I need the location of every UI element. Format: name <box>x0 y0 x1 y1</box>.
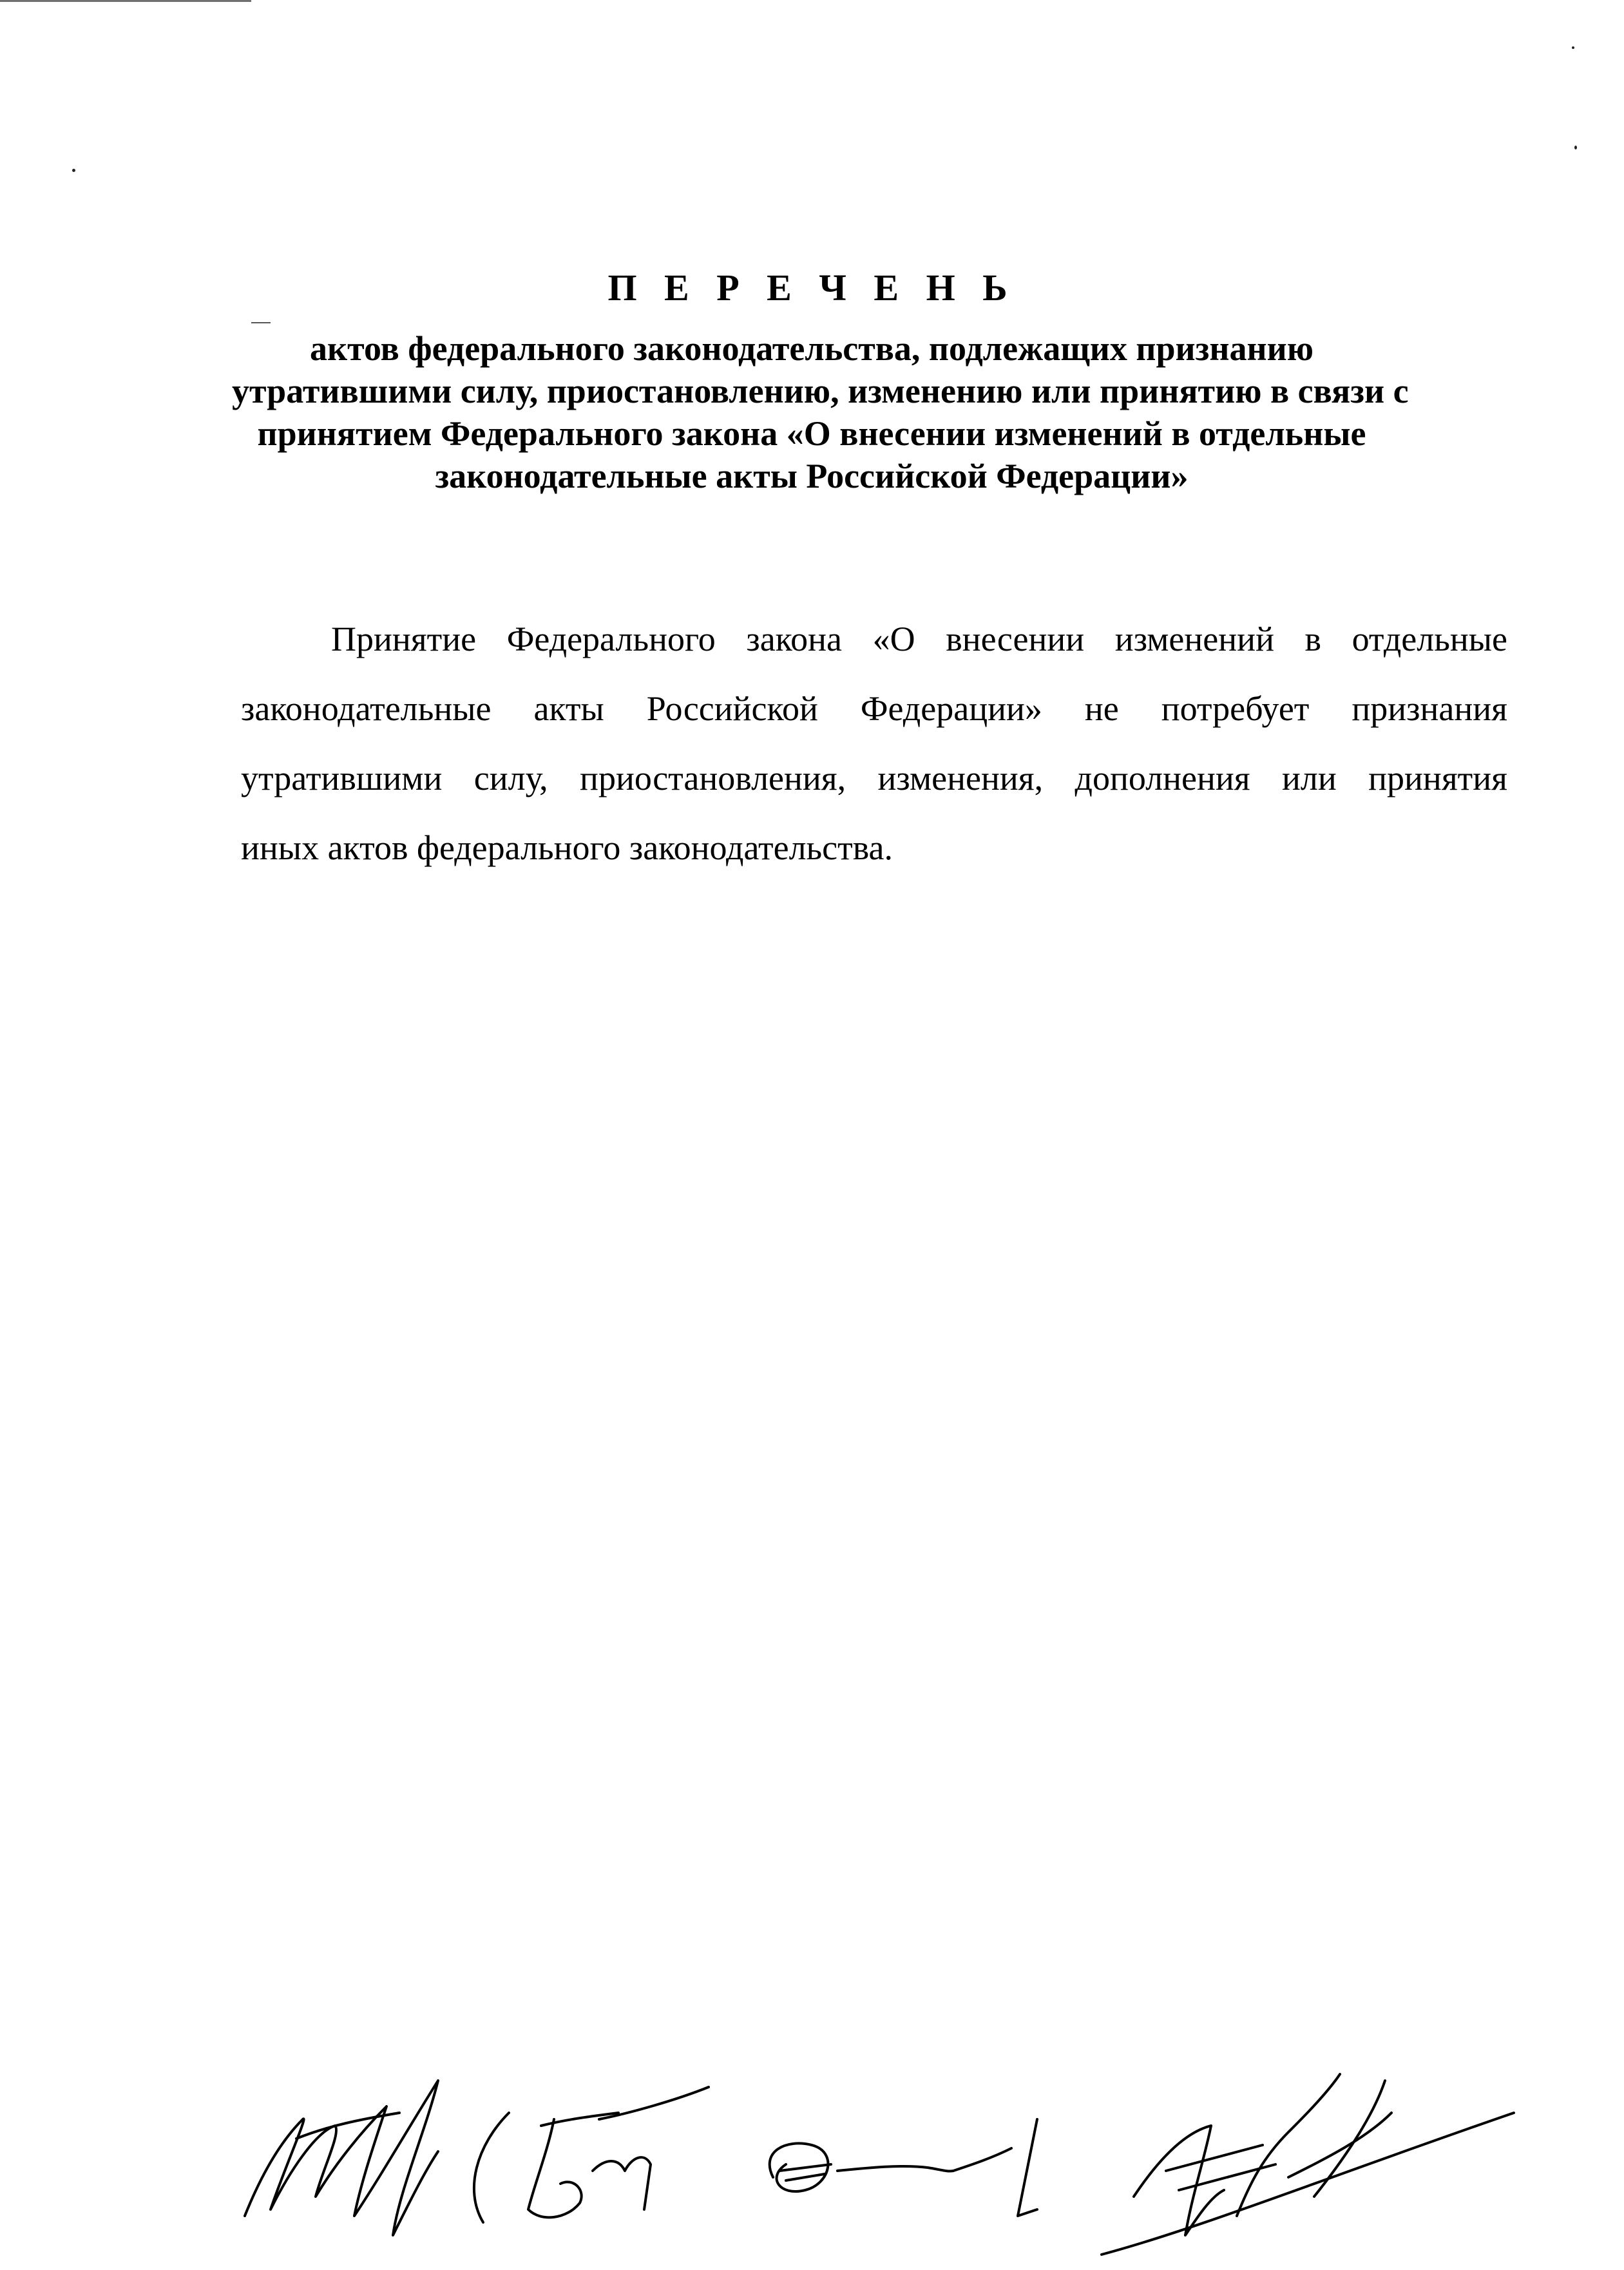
signature-4-icon <box>1102 2074 1514 2255</box>
body-paragraph <box>241 604 1507 882</box>
body-line: законодательные акты Российской Федерации» не потребует признания <box>241 689 1507 728</box>
document-title: П Е Р Е Ч Е Н Ь <box>607 267 1017 309</box>
body-line: утратившими силу, приостановления, изменения, дополнения или принятия <box>241 759 1507 797</box>
body-line: иных актов федерального законодательства. <box>241 828 893 867</box>
subtitle-line: принятием Федерального закона «О внесении изменений в отдельные <box>257 414 1366 453</box>
subtitle-line: утратившими силу, приостановлению, изменению или принятию в связи с <box>232 372 1409 410</box>
scan-speck <box>1572 46 1574 49</box>
scan-speck <box>251 322 271 323</box>
scan-speck <box>1574 146 1577 149</box>
signature-2-icon <box>474 2087 709 2222</box>
document-subtitle <box>232 327 1409 497</box>
scan-speck <box>72 169 75 172</box>
subtitle-line: актов федерального законодательства, подлежащих признанию <box>310 329 1314 368</box>
body-line: Принятие Федерального закона «О внесении изменений в отдельные <box>331 620 1507 658</box>
scan-edge-line <box>0 0 251 2</box>
signature-3-icon <box>770 2119 1037 2216</box>
subtitle-line: законодательные акты Российской Федерации» <box>435 457 1189 495</box>
signatures-block <box>232 2003 1559 2261</box>
signature-1-icon <box>245 2081 438 2235</box>
